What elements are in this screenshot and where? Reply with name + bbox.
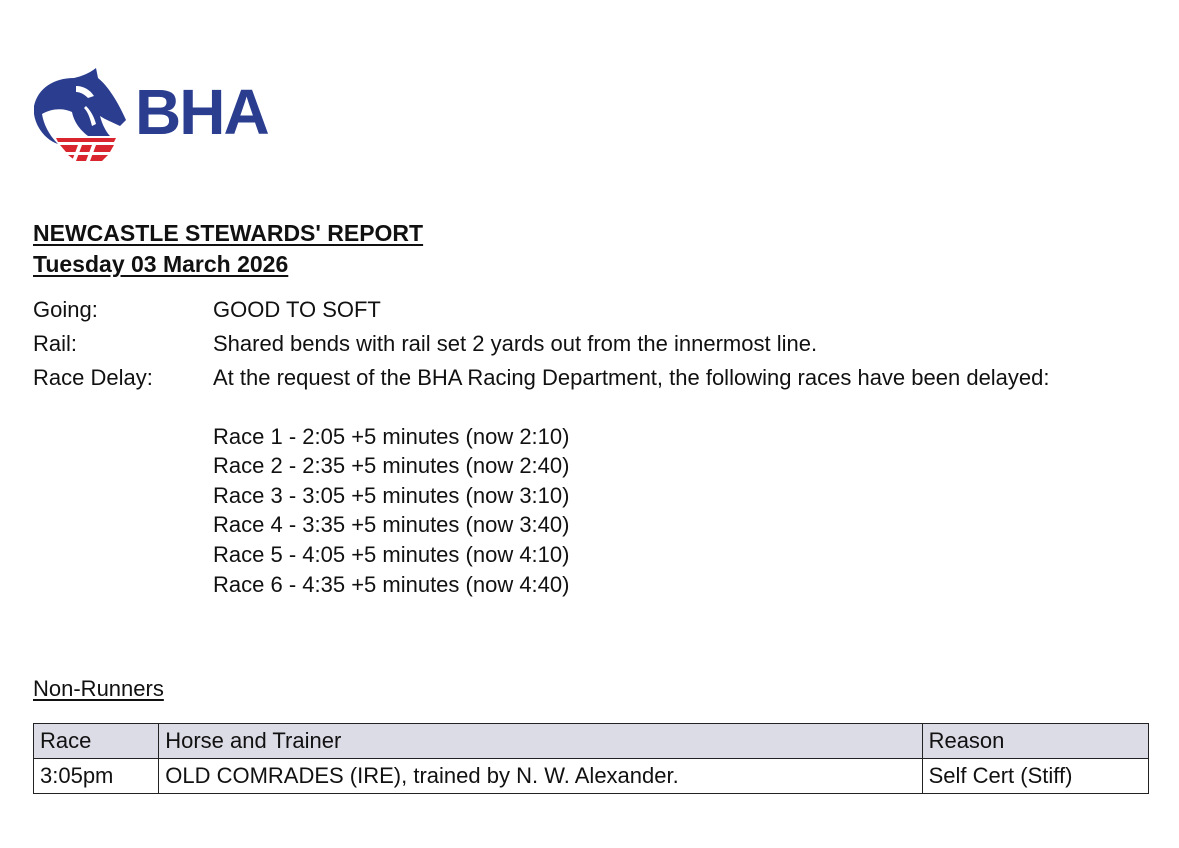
race-delay-item: Race 5 - 4:05 +5 minutes (now 4:10) xyxy=(213,542,570,567)
table-header-row xyxy=(34,724,1149,759)
header-race: Race xyxy=(34,724,159,759)
bha-logo xyxy=(30,66,280,166)
report-date: Tuesday 03 March 2026 xyxy=(33,251,289,277)
race-delay-item: Race 3 - 3:05 +5 minutes (now 3:10) xyxy=(213,483,570,508)
going-label: Going: xyxy=(33,297,98,322)
table-row xyxy=(34,759,1149,794)
rail-label: Rail: xyxy=(33,331,78,356)
race-delay-label: Race Delay: xyxy=(33,365,153,390)
cell-race: 3:05pm xyxy=(34,759,159,794)
rail-value: Shared bends with rail set 2 yards out from the innermost line. xyxy=(213,331,818,356)
race-delay-item: Race 2 - 2:35 +5 minutes (now 2:40) xyxy=(213,453,570,478)
horse-head-icon xyxy=(30,66,130,166)
non-runners-table xyxy=(33,723,1149,794)
going-value: GOOD TO SOFT xyxy=(213,297,381,322)
race-delay-item: Race 1 - 2:05 +5 minutes (now 2:10) xyxy=(213,424,570,449)
race-delay-item: Race 6 - 4:35 +5 minutes (now 4:40) xyxy=(213,572,570,597)
race-delay-item: Race 4 - 3:35 +5 minutes (now 3:40) xyxy=(213,512,570,537)
header-reason: Reason xyxy=(922,724,1148,759)
report-title: NEWCASTLE STEWARDS' REPORT xyxy=(33,220,424,246)
header-horse-and-trainer: Horse and Trainer xyxy=(159,724,922,759)
cell-horse-and-trainer: OLD COMRADES (IRE), trained by N. W. Alexander. xyxy=(159,759,922,794)
logo-text: BHA xyxy=(135,76,268,148)
race-delay-value: At the request of the BHA Racing Department, the following races have been delayed: xyxy=(213,365,1050,390)
cell-reason: Self Cert (Stiff) xyxy=(922,759,1148,794)
non-runners-title: Non-Runners xyxy=(33,676,164,701)
